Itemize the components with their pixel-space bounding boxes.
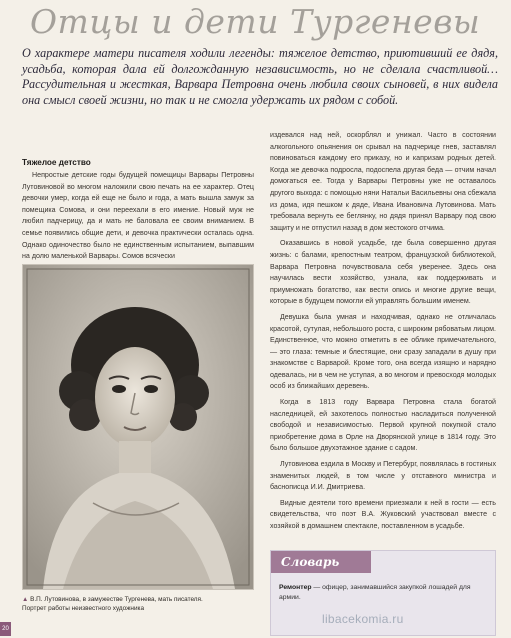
paragraph: Видные деятели того времени приезжали к ней в гости — есть свидетельства, что поэт В.А. Жуковский участвовал вместе с хозяйкой в домашнем спектакле, поставленном в усадьбе. (270, 498, 496, 530)
dictionary-entry (279, 583, 487, 603)
portrait-image (22, 264, 254, 590)
page-number: 20 (0, 622, 11, 636)
portrait-caption (22, 595, 262, 613)
lead-paragraph: О характере матери писателя ходили легенды: тяжелое детство, приютивший ее дядя, усадьба, которая дала ей долгожданную независимость, но не сделала счастливой… Рассудительная и жесткая, Варвара Петровна очень любила своих сыновей, в них видела она смысл своей жизни, но так и не смогла удержать их рядом с собой. (22, 46, 498, 107)
right-column (270, 130, 496, 533)
paragraph: издевался над ней, оскорблял и унижал. Часто в состоянии алкогольного опьянения он срывал на падчерице гнев, заставлял повиноваться каждому его приказу, но и капризам родных детей. Когда же девочка подросла, подоспела другая беда — отчим начал домогаться ее. Тогда у Варвары Петровны уже не оставалось другого выхода: с помощью няни Натальи Васильевны она сбежала из дома, идя пешком к дяде, Ивана Ивановича Лутовинова. Мать требовала вернуть ее беглянку, но дядя принял Варвару под свою защиту и не отпустил назад в дом жестокого отчима. (270, 131, 496, 232)
page-title: Отцы и дети Тургеневы (30, 2, 481, 41)
paragraph: Когда в 1813 году Варвара Петровна стала богатой наследницей, ей захотелось полностью насладиться полученной свободой и независимостью. Первой крупной покупкой стало приобретение дома в Орле на Дворянской улице в 1814 году. Это было большое двухэтажное здание с садом. (270, 398, 496, 453)
paragraph: Девушка была умная и находчивая, однако не отличалась красотой, сутулая, небольшого роста, с широким рябоватым лицом. Единственное, что можно отметить в ее облике примечательного, — это глаза: темные и блестящие, они сразу западали в душу при знакомстве с Варварой. Кроме того, она всегда изящно и нарядно одевалась, ни в чем не уступая, а во многом и превосходя молодых особ из ближайших деревень. (270, 312, 496, 391)
dictionary-term: Ремонтер (279, 584, 312, 591)
dictionary-header: Словарь (271, 551, 371, 573)
caption-line: В.П. Лутовинова, в замужестве Тургенева, мать писателя. (30, 596, 203, 603)
caption-line: Портрет работы неизвестного художника (22, 605, 145, 612)
watermark: libacekomia.ru (322, 612, 404, 626)
triangle-icon: ▲ (22, 596, 29, 603)
paragraph: Непростые детские годы будущей помещицы Варвары Петровны Лутовиновой во многом наложили свою печать на ее характер. Отец девочки умер, когда ей еще не было и года, а мать вышла замуж за помещика Сомова, и они переехали в его имение. Новый муж не любил падчерицу, да и мать не баловала ее своим вниманием. В семье появились общие дети, и девочка практически осталась одна. Однако одиночество было не единственным испытанием, выпавшим на долю маленькой Варвары. Сомов всячески (22, 171, 254, 261)
portrait-illustration (23, 265, 253, 589)
left-column (22, 170, 254, 263)
dictionary-definition: — офицер, занимавшийся закупкой лошадей для армии. (279, 584, 471, 601)
section-heading: Тяжелое детство (22, 158, 91, 167)
paragraph: Лутовинова ездила в Москву и Петербург, появлялась в гостиных знаменитых людей, в том числе у отставного министра и баснописца И.И. Дмитриева. (270, 460, 496, 492)
paragraph: Оказавшись в новой усадьбе, где была совершенно другая жизнь: с балами, крепостным театром, французской библиотекой, Варвара Петровна почувствовала себя уверенее. Здесь она научилась вести хозяйство, узнала, как поддерживать и приумножать богатство, как вести опись и многие другие вещи, которые в будущем помогли ей управлять большим именем. (270, 239, 496, 306)
